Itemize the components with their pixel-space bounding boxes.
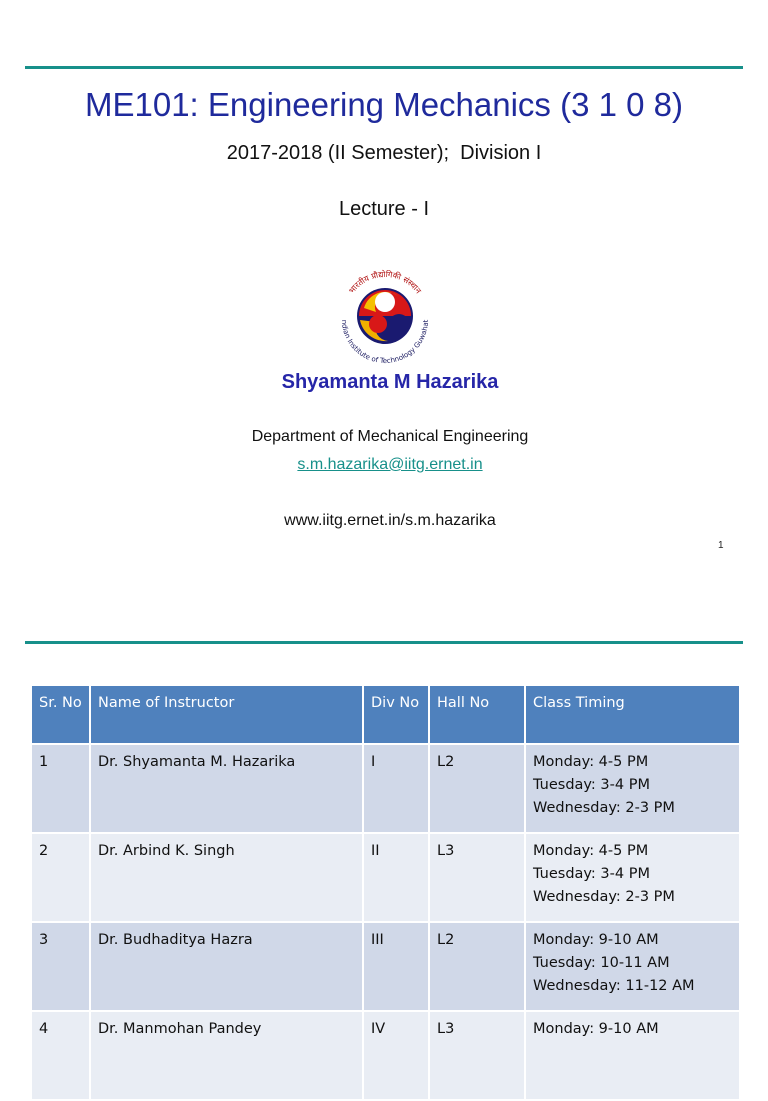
cell-instructor: Dr. Manmohan Pandey bbox=[90, 1011, 363, 1100]
cell-sr: 1 bbox=[31, 744, 90, 833]
table-row bbox=[31, 744, 740, 833]
cell-timing bbox=[525, 744, 740, 833]
cell-timing bbox=[525, 1011, 740, 1100]
cell-div: IV bbox=[363, 1011, 429, 1100]
timing-line: Monday: 4-5 PM bbox=[533, 843, 649, 859]
slide-subtitle: 2017-2018 (II Semester); Division I bbox=[226, 142, 542, 164]
iitg-logo bbox=[328, 260, 442, 372]
cell-div: III bbox=[363, 922, 429, 1011]
header-div-no: Div No bbox=[363, 685, 429, 744]
cell-sr: 4 bbox=[31, 1011, 90, 1100]
cell-instructor: Dr. Budhaditya Hazra bbox=[90, 922, 363, 1011]
cell-instructor: Dr. Shyamanta M. Hazarika bbox=[90, 744, 363, 833]
timing-line: Tuesday: 3-4 PM bbox=[533, 866, 650, 882]
cell-hall: L3 bbox=[429, 1011, 525, 1100]
cell-sr: 3 bbox=[31, 922, 90, 1011]
table-row bbox=[31, 922, 740, 1011]
timing-line: Tuesday: 3-4 PM bbox=[533, 777, 650, 793]
timing-line: Wednesday: 2-3 PM bbox=[533, 889, 675, 905]
timing-line: Wednesday: 2-3 PM bbox=[533, 800, 675, 816]
timing-line: Wednesday: 11-12 AM bbox=[533, 978, 695, 994]
header-hall-no: Hall No bbox=[429, 685, 525, 744]
table-row bbox=[31, 833, 740, 922]
cell-instructor: Dr. Arbind K. Singh bbox=[90, 833, 363, 922]
header-class-timing: Class Timing bbox=[525, 685, 740, 744]
timing-line: Monday: 9-10 AM bbox=[533, 1021, 659, 1037]
cell-sr: 2 bbox=[31, 833, 90, 922]
cell-timing bbox=[525, 833, 740, 922]
cell-hall: L2 bbox=[429, 744, 525, 833]
cell-timing bbox=[525, 922, 740, 1011]
department: Department of Mechanical Engineering bbox=[251, 428, 529, 445]
timing-line: Monday: 4-5 PM bbox=[533, 754, 649, 770]
svg-text:भारतीय प्रौद्योगिकी संस्थान: भारतीय प्रौद्योगिकी संस्थान bbox=[347, 269, 423, 296]
timing-line: Tuesday: 10-11 AM bbox=[533, 955, 670, 971]
logo-label: ndian Institute of Technology Guwahat bbox=[339, 319, 431, 365]
cell-div: II bbox=[363, 833, 429, 922]
header-instructor: Name of Instructor bbox=[90, 685, 363, 744]
top-divider bbox=[25, 66, 743, 69]
page-number: 1 bbox=[718, 540, 724, 551]
cell-hall: L2 bbox=[429, 922, 525, 1011]
cell-div: I bbox=[363, 744, 429, 833]
website-url: www.iitg.ernet.in/s.m.hazarika bbox=[284, 512, 496, 529]
table-header-row bbox=[31, 685, 740, 744]
email-link[interactable]: s.m.hazarika@iitg.ernet.in bbox=[297, 456, 483, 473]
slide-title: ME101: Engineering Mechanics (3 1 0 8) bbox=[85, 86, 683, 123]
cell-hall: L3 bbox=[429, 833, 525, 922]
header-sr-no: Sr. No bbox=[31, 685, 90, 744]
lecture-label: Lecture - I bbox=[338, 198, 430, 220]
timing-line: Monday: 9-10 AM bbox=[533, 932, 659, 948]
slide-2 bbox=[0, 620, 768, 1037]
table-row bbox=[31, 1011, 740, 1100]
author-name: Shyamanta M Hazarika bbox=[281, 371, 499, 393]
slide2-divider bbox=[25, 641, 743, 644]
instructor-schedule-table bbox=[30, 684, 741, 1101]
